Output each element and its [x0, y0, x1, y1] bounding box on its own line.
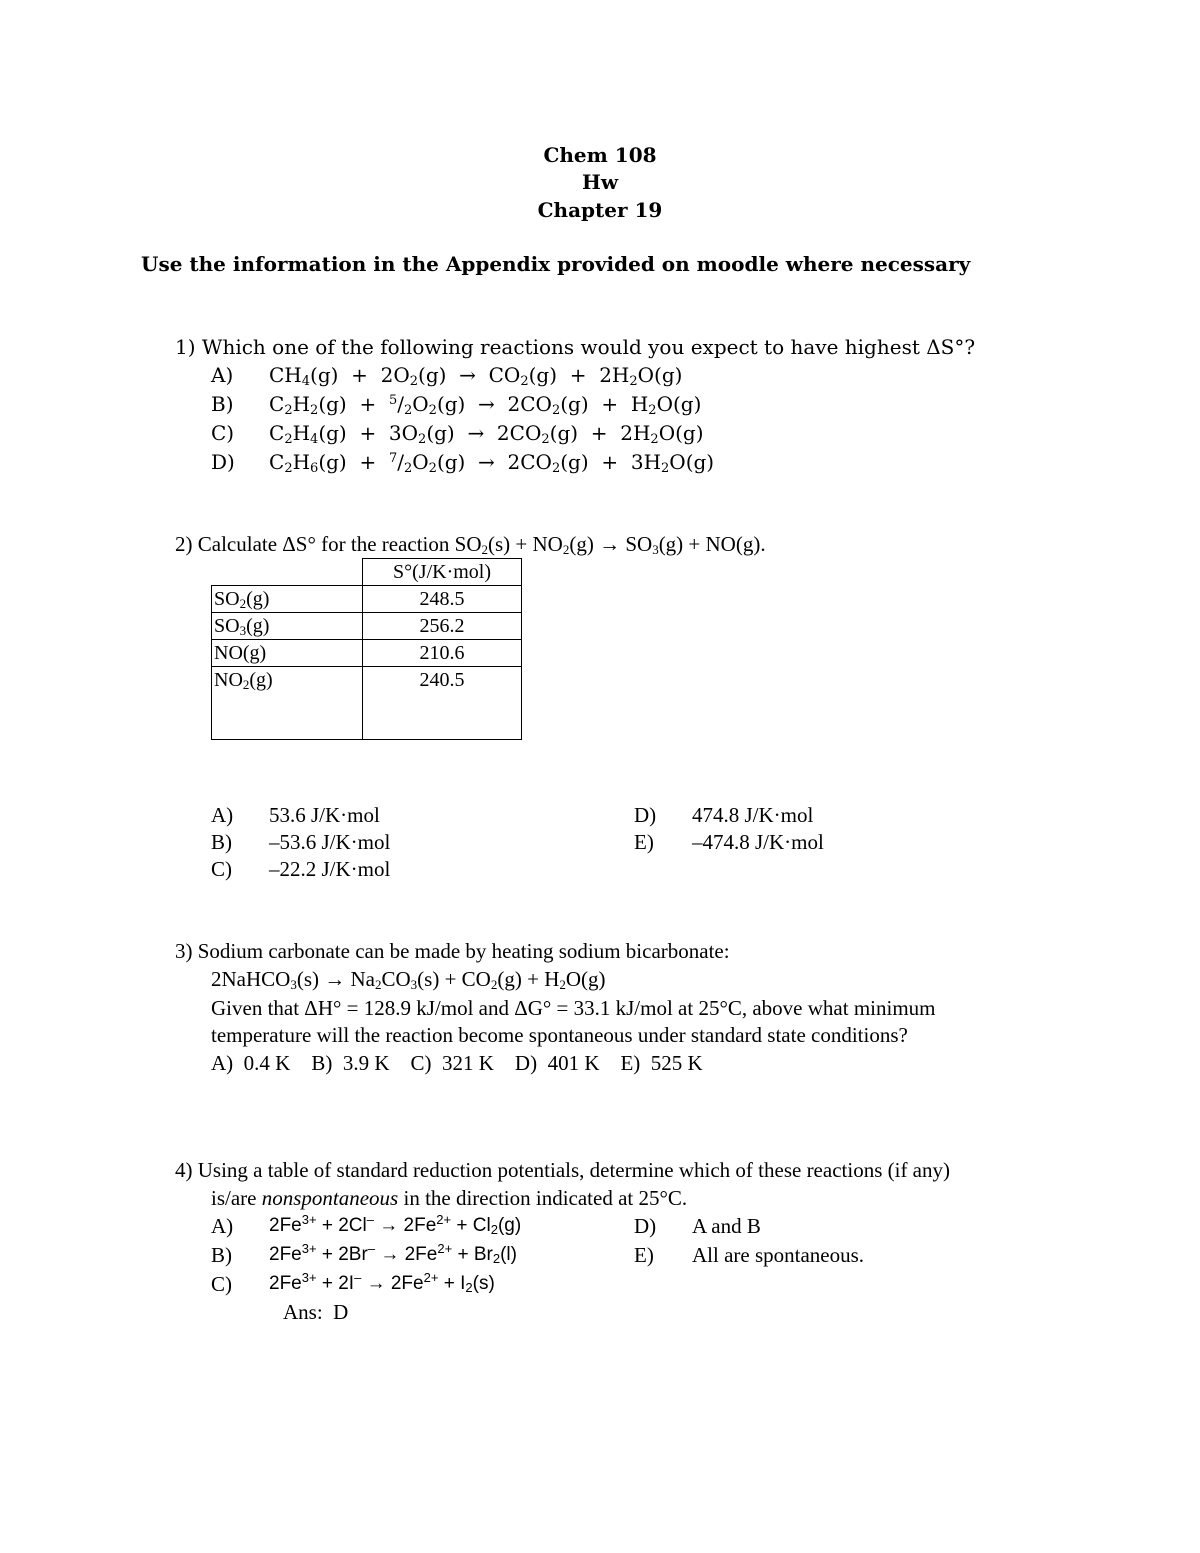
q4-reaction-b: $2Fe^{3+} + 2Br^- \to 2Fe^{2+} + Br_2(l)$ — [269, 1241, 517, 1266]
course-title: Chem 108 — [543, 143, 657, 167]
table-value-so3: 256.2 — [363, 613, 522, 640]
entropy-table — [211, 558, 522, 740]
q2-letter-c: C) — [211, 857, 232, 881]
q3-question: temperature will the reaction become spontaneous under standard state conditions? — [211, 1023, 908, 1047]
q2-letter-e: E) — [634, 830, 654, 854]
q4-letter-c: C) — [211, 1272, 232, 1296]
q1-option-c: C) — [211, 421, 235, 445]
q3-reaction: 2NaHCO$_3$(s) → $Na_2CO_3(s) + CO_2(g) + H_2O(g)$ — [211, 967, 606, 992]
q4-prompt-line2: is/are nonspontaneous in the direction indicated at 25°C. — [211, 1186, 688, 1210]
q1-reaction-b: $C_2H_2(g) + ^5/_2O_2(g) \to 2CO_2(g) + H_2O(g)$ — [269, 392, 702, 418]
q2-answer-b: –53.6 J/K·mol — [269, 830, 391, 854]
q4-reaction-c: $2Fe^{3+} + 2I^- \to 2Fe^{2+} + I_2(s)$ — [269, 1270, 495, 1295]
table-species-no: NO(g) — [212, 640, 363, 667]
q4-letter-e: E) — [634, 1243, 654, 1267]
q1-reaction-a: $CH_4(g) + 2O_2(g) \to CO_2(g) + 2H_2O(g)$ — [269, 363, 683, 389]
chapter-title: Chapter 19 — [537, 198, 663, 222]
q2-answer-c: –22.2 J/K·mol — [269, 857, 391, 881]
q4-answer-d: A and B — [692, 1214, 761, 1238]
q4-answer-key: Ans: D — [283, 1300, 349, 1324]
assignment-type: Hw — [581, 170, 619, 194]
table-value-no2: 240.5 — [363, 667, 522, 740]
q1-prompt: 1) Which one of the following reactions would you expect to have highest ΔS°? — [175, 335, 976, 359]
table-value-no: 210.6 — [363, 640, 522, 667]
table-species-so2: $SO_2(g)$ — [212, 586, 363, 613]
q2-letter-d: D) — [634, 803, 657, 827]
q2-letter-b: B) — [211, 830, 232, 854]
q2-answer-d: 474.8 J/K·mol — [692, 803, 814, 827]
q4-prompt: 4) Using a table of standard reduction potentials, determine which of these reactions (if any) — [175, 1158, 950, 1182]
q2-prompt: 2) Calculate ΔS° for the reaction $SO_2(s) + NO_2(g) \to SO_3(g) + NO(g)$. — [175, 532, 766, 557]
q4-letter-b: B) — [211, 1243, 232, 1267]
q3-prompt: 3) Sodium carbonate can be made by heating sodium bicarbonate: — [175, 939, 730, 963]
q4-reaction-a: $2Fe^{3+} + 2Cl^- \to 2Fe^{2+} + Cl_2(g)$ — [269, 1212, 522, 1237]
q3-given: Given that ΔH° = 128.9 kJ/mol and ΔG° = 33.1 kJ/mol at 25°C, above what minimum — [211, 996, 936, 1020]
q1-option-a: A) — [211, 363, 234, 387]
table-corner — [212, 559, 363, 586]
q4-letter-a: A) — [211, 1214, 234, 1238]
table-header: S°(J/K·mol) — [363, 559, 522, 586]
q2-answer-e: –474.8 J/K·mol — [692, 830, 824, 854]
q1-reaction-c: $C_2H_4(g) + 3O_2(g) \to 2CO_2(g) + 2H_2O(g)$ — [269, 421, 704, 447]
q4-answer-e: All are spontaneous. — [692, 1243, 865, 1267]
q1-option-b: B) — [211, 392, 234, 416]
q4-letter-d: D) — [634, 1214, 657, 1238]
instructions: Use the information in the Appendix provided on moodle where necessary — [141, 252, 971, 276]
q3-choices: A) 0.4 K B) 3.9 K C) 321 K D) 401 K E) 525 K — [211, 1051, 703, 1075]
table-species-no2: $NO_2(g)$ — [212, 667, 363, 740]
table-value-so2: 248.5 — [363, 586, 522, 613]
q1-reaction-d: $C_2H_6(g) + ^7/_2O_2(g) \to 2CO_2(g) + 3H_2O(g)$ — [269, 450, 715, 476]
q2-answer-a: 53.6 J/K·mol — [269, 803, 380, 827]
q2-letter-a: A) — [211, 803, 234, 827]
q1-option-d: D) — [211, 450, 235, 474]
table-species-so3: $SO_3(g)$ — [212, 613, 363, 640]
